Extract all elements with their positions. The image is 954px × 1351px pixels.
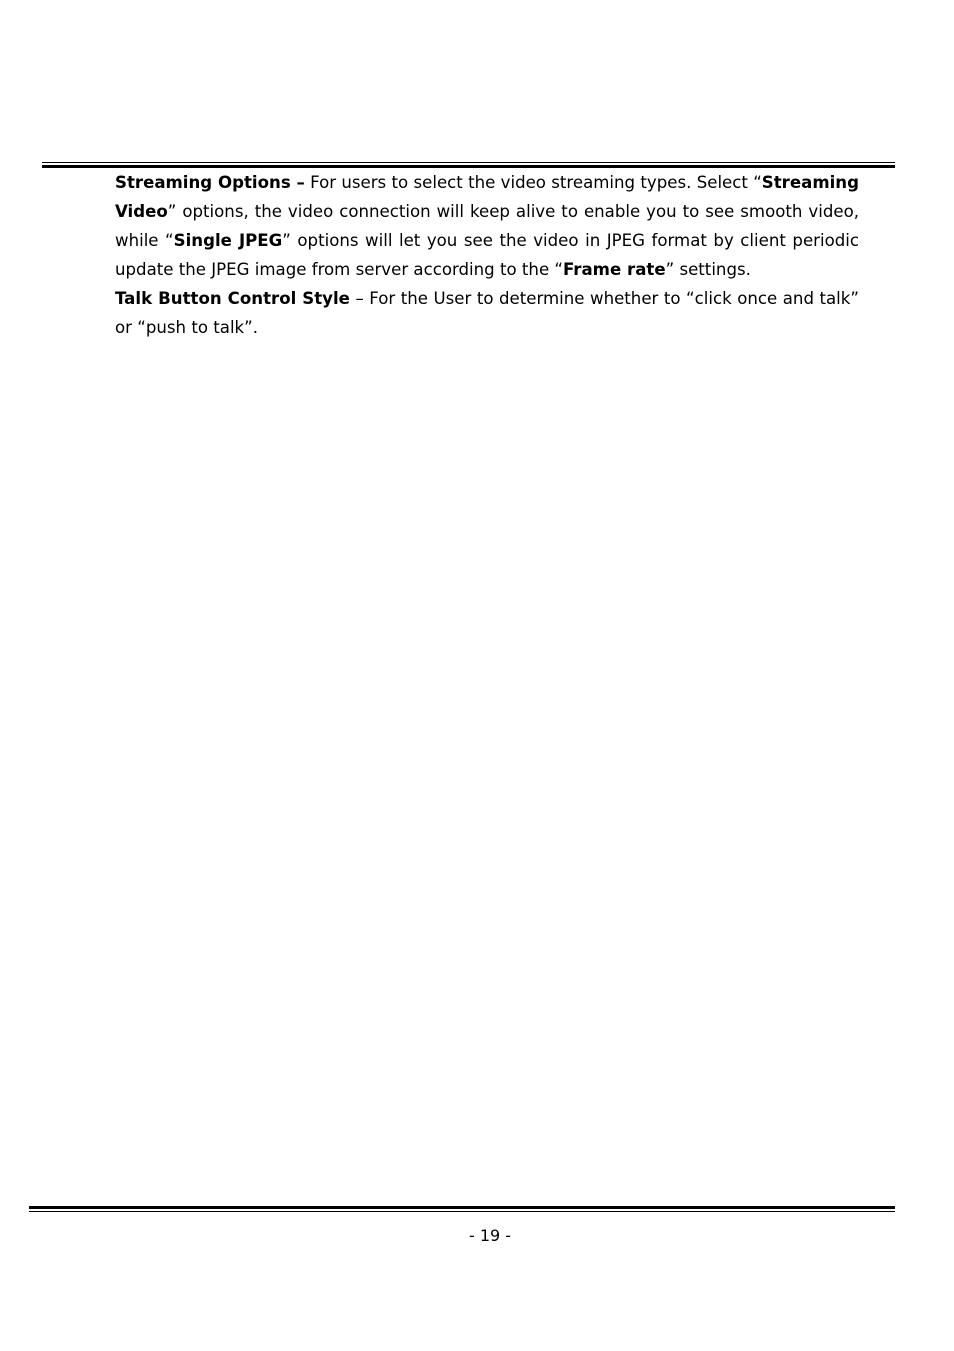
text-span: – For the User to determine whether to “click once and talk” or “push to talk”. [115,289,859,337]
paragraph-talk-button [115,284,859,342]
bold-streaming-video: Streaming Video [115,173,859,221]
bold-single-jpeg: Single JPEG [173,231,283,250]
footer-rule [29,1206,895,1212]
document-body [115,168,859,342]
paragraph-streaming-options [115,168,859,284]
text-span: ” options, the video connection will keep alive to enable you to see smooth video, while “ [115,202,859,250]
bold-frame-rate: Frame rate [563,260,666,279]
term-streaming-options: Streaming Options – [115,173,305,192]
text-span: ” options will let you see the video in JPEG format by client periodic update the JPEG image from server according to the “ [115,231,860,279]
text-span: For users to select the video streaming types. Select “ [304,173,762,192]
text-span: ” settings. [665,260,751,279]
term-talk-button-control-style: Talk Button Control Style [115,289,350,308]
page-number: - 19 - [468,1226,512,1245]
